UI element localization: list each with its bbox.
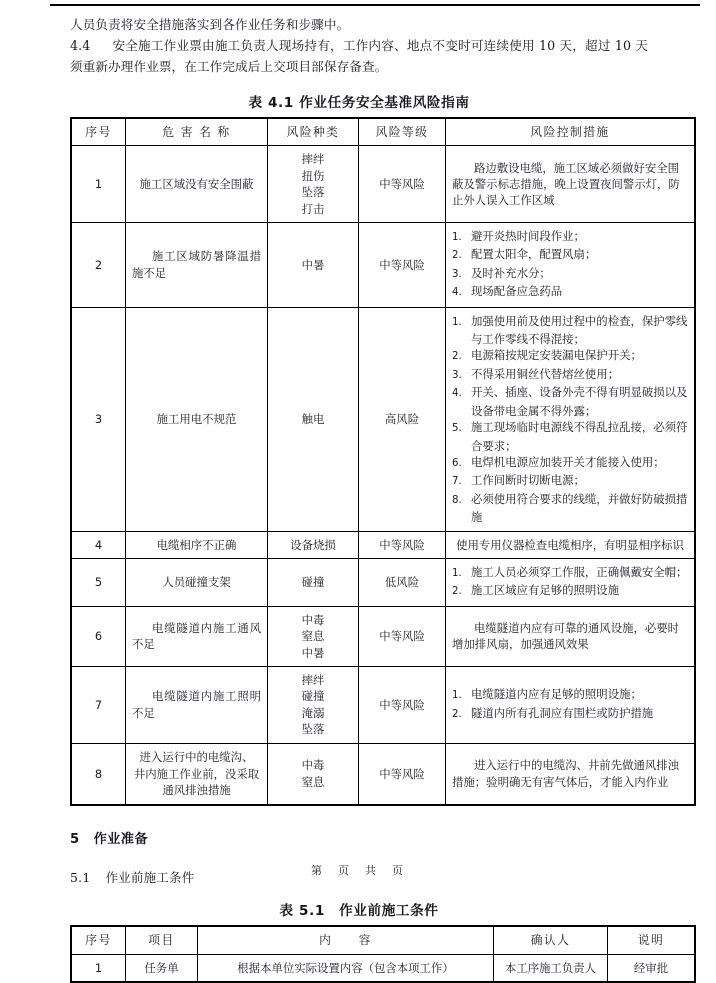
cell-hazard-line: 井内施工作业前，没采取 bbox=[133, 766, 260, 781]
risk-type: 窒息 bbox=[301, 629, 325, 644]
cell-no: 1 bbox=[71, 954, 126, 982]
cell-hazard: 施工用电不规范 bbox=[126, 307, 268, 531]
cell-no: 3 bbox=[71, 307, 126, 531]
footer-total-unit: 页 bbox=[392, 864, 405, 877]
cell-risk-level: 中等风险 bbox=[359, 606, 446, 666]
header-rule-divider bbox=[50, 4, 700, 6]
cell-hazard bbox=[126, 743, 268, 805]
cell-risk-level: 中等风险 bbox=[359, 223, 446, 308]
table-5-1-caption: 表 5.1 作业前施工条件 bbox=[279, 903, 439, 920]
cell-risk-level: 中等风险 bbox=[359, 743, 446, 805]
cell-no: 4 bbox=[71, 531, 126, 558]
control-measure-list bbox=[452, 686, 688, 723]
cell-no: 7 bbox=[71, 666, 126, 743]
risk-type: 坠落 bbox=[301, 185, 325, 200]
paragraph-4-4 bbox=[70, 35, 648, 77]
cell-hazard: 电缆隧道内施工通风不足 bbox=[126, 606, 268, 666]
cell-confirmer: 本工序施工负责人 bbox=[494, 954, 608, 982]
risk-type: 中暑 bbox=[301, 645, 325, 660]
cell-hazard: 施工区域防暑降温措施不足 bbox=[126, 223, 268, 308]
cell-no: 8 bbox=[71, 743, 126, 805]
cell-controls: 使用专用仪器检查电缆相序，有明显相序标识 bbox=[446, 531, 696, 558]
control-measure-item: 1. 施工人员必须穿工作服，正确佩戴安全帽； bbox=[452, 564, 688, 579]
risk-type: 摔绊 bbox=[301, 672, 325, 687]
table-row bbox=[71, 223, 695, 308]
cell-content: 根据本单位实际设置内容（包含本项工作） bbox=[198, 954, 494, 982]
cell-hazard: 电缆隧道内施工照明不足 bbox=[126, 666, 268, 743]
cell-no: 6 bbox=[71, 606, 126, 666]
cell-controls: 路边敷设电缆，施工区域必须做好安全围蔽及警示标志措施，晚上设置夜间警示灯，防止外人误入工作区域 bbox=[446, 146, 696, 223]
risk-type: 摔绊 bbox=[301, 152, 325, 167]
cell-risk-types bbox=[268, 666, 359, 743]
cell-risk-types bbox=[268, 146, 359, 223]
risk-type: 扭伤 bbox=[301, 168, 325, 183]
column-header-confirmer: 确认人 bbox=[494, 926, 608, 954]
cell-risk-level: 中等风险 bbox=[359, 146, 446, 223]
spacer bbox=[70, 806, 648, 828]
table-row bbox=[71, 146, 695, 223]
control-measure-item: 5. 施工现场临时电源线不得乱拉乱接，必须符合要求； bbox=[452, 420, 688, 453]
subsection-title: 作业前施工条件 bbox=[105, 870, 195, 886]
cell-controls bbox=[446, 307, 696, 531]
column-header-item: 项目 bbox=[126, 926, 198, 954]
control-measure-list bbox=[452, 564, 688, 601]
table-4-1 bbox=[70, 117, 696, 806]
table-row bbox=[71, 531, 695, 558]
risk-type: 窒息 bbox=[301, 774, 325, 789]
cell-controls: 进入运行中的电缆沟、井前先做通风排浊措施；验明确无有害气体后，才能入内作业 bbox=[446, 743, 696, 805]
risk-type: 中毒 bbox=[301, 612, 325, 627]
cell-controls bbox=[446, 666, 696, 743]
cell-no: 1 bbox=[71, 146, 126, 223]
paragraph-number: 4.4 bbox=[70, 38, 91, 53]
cell-risk-types: 触电 bbox=[268, 307, 359, 531]
control-measure-item: 3. 及时补充水分； bbox=[452, 265, 551, 280]
risk-type: 碰撞 bbox=[301, 689, 325, 704]
table-row bbox=[71, 558, 695, 606]
footer-total-prefix: 共 bbox=[365, 864, 378, 877]
column-header-hazard: 危 害 名 称 bbox=[126, 118, 268, 146]
cell-risk-level: 中等风险 bbox=[359, 531, 446, 558]
cell-note: 经审批 bbox=[608, 954, 696, 982]
column-header-controls: 风险控制措施 bbox=[446, 118, 696, 146]
table-row bbox=[71, 743, 695, 805]
control-measure-list bbox=[452, 228, 688, 302]
column-header-risktype: 风险种类 bbox=[268, 118, 359, 146]
column-header-content: 内 容 bbox=[198, 926, 494, 954]
table-5-1-body bbox=[71, 954, 695, 982]
control-measure-item: 2. 隧道内所有孔洞应有围栏或防护措施 bbox=[452, 705, 654, 720]
cell-hazard: 施工区域没有安全围蔽 bbox=[126, 146, 268, 223]
cell-hazard-line: 进入运行中的电缆沟、 bbox=[139, 750, 254, 765]
cell-hazard-line: 通风排浊措施 bbox=[162, 783, 231, 798]
control-measure-item: 8. 必须使用符合要求的线缆，并做好防破损措施 bbox=[452, 491, 688, 525]
table-5-1 bbox=[70, 925, 696, 983]
control-measure-item: 6. 电焊机电源应加装开关才能接入使用； bbox=[452, 454, 665, 469]
control-measure-item: 3. 不得采用铜丝代替熔丝使用； bbox=[452, 366, 620, 381]
cell-risk-types: 设备烧损 bbox=[268, 531, 359, 558]
cell-controls bbox=[446, 223, 696, 308]
control-measure-item: 1. 加强使用前及使用过程中的检查，保护零线与工作零线不得混接； bbox=[452, 313, 688, 347]
column-header-no: 序号 bbox=[71, 118, 126, 146]
section-number: 5 bbox=[70, 832, 80, 848]
cell-controls: 电缆隧道内应有可靠的通风设施，必要时增加排风扇，加强通风效果 bbox=[446, 606, 696, 666]
cell-risk-types bbox=[268, 606, 359, 666]
subsection-number: 5.1 bbox=[70, 870, 91, 886]
control-measure-item: 1. 避开炎热时间段作业； bbox=[452, 229, 585, 244]
risk-type: 淹溺 bbox=[301, 705, 325, 720]
table-row bbox=[71, 606, 695, 666]
column-header-risklevel: 风险等级 bbox=[359, 118, 446, 146]
table-row bbox=[71, 307, 695, 531]
control-measure-item: 2. 配置太阳伞，配置风扇； bbox=[452, 247, 597, 262]
control-measure-item: 1. 电缆隧道内应有足够的照明设施； bbox=[452, 687, 642, 702]
risk-type: 打击 bbox=[301, 201, 325, 216]
table-header-row bbox=[71, 926, 695, 954]
section-heading-5 bbox=[70, 828, 648, 847]
control-measure-item: 4. 现场配备应急药品 bbox=[452, 284, 563, 299]
document-body bbox=[70, 14, 688, 983]
table-row bbox=[71, 954, 695, 982]
footer-page-prefix: 第 bbox=[311, 864, 324, 877]
cell-item: 任务单 bbox=[126, 954, 198, 982]
cell-risk-types bbox=[268, 743, 359, 805]
cell-risk-types: 中暑 bbox=[268, 223, 359, 308]
risk-type: 中毒 bbox=[301, 758, 325, 773]
cell-no: 2 bbox=[71, 223, 126, 308]
table-row bbox=[71, 666, 695, 743]
column-header-no: 序号 bbox=[71, 926, 126, 954]
footer-page-unit: 页 bbox=[338, 864, 351, 877]
cell-risk-types: 碰撞 bbox=[268, 558, 359, 606]
table-header-row bbox=[71, 118, 695, 146]
control-measure-item: 2. 电源箱按规定安装漏电保护开关； bbox=[452, 348, 642, 363]
page-footer bbox=[0, 862, 716, 878]
paragraph-continuation: 人员负责将安全措施落实到各作业任务和步骤中。 bbox=[70, 17, 350, 32]
column-header-note: 说明 bbox=[608, 926, 696, 954]
control-measure-item: 4. 开关、插座、设备外壳不得有明显破损以及设备带电金属不得外露； bbox=[452, 385, 688, 418]
control-measure-item: 7. 工作间断时切断电源； bbox=[452, 473, 585, 488]
cell-no: 5 bbox=[71, 558, 126, 606]
table-4-1-caption: 表 4.1 作业任务安全基准风险指南 bbox=[248, 95, 470, 111]
paragraph-text: 安全施工作业票由施工负责人现场持有，工作内容、地点不变时可连续使用 10 天，超过 10 天须重新办理作业票，在工作完成后上交项目部保存备查。 bbox=[70, 38, 648, 74]
cell-hazard: 人员碰撞支架 bbox=[126, 558, 268, 606]
control-measure-item: 2. 施工区域应有足够的照明设施 bbox=[452, 583, 620, 598]
risk-type: 坠落 bbox=[301, 722, 325, 737]
control-measure-list bbox=[452, 313, 688, 526]
cell-hazard: 电缆相序不正确 bbox=[126, 531, 268, 558]
cell-risk-level: 高风险 bbox=[359, 307, 446, 531]
cell-risk-level: 中等风险 bbox=[359, 666, 446, 743]
section-title: 作业准备 bbox=[93, 832, 148, 848]
cell-risk-level: 低风险 bbox=[359, 558, 446, 606]
table-4-1-body bbox=[71, 146, 695, 805]
cell-controls bbox=[446, 558, 696, 606]
